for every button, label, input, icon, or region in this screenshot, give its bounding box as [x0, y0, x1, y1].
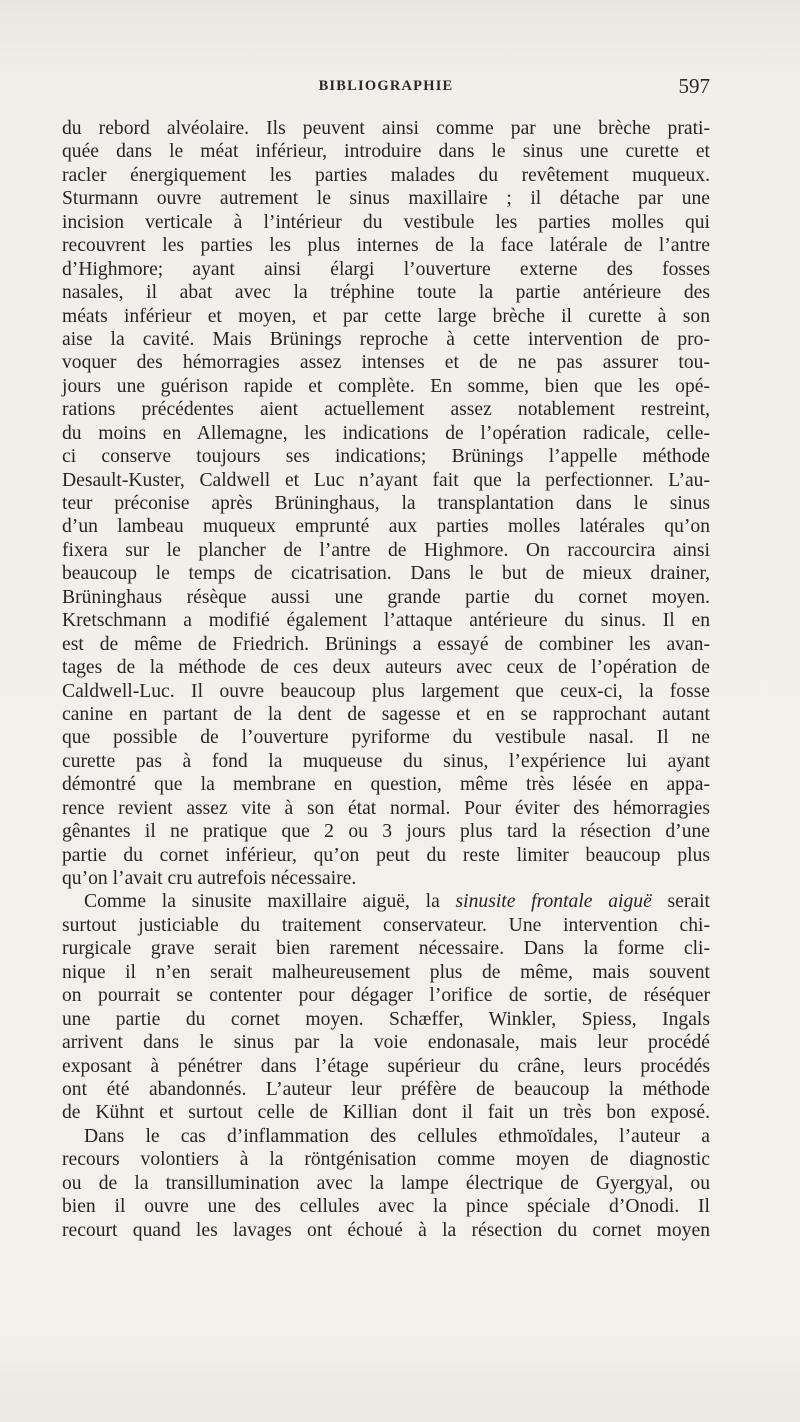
- text-line: teur préconise après Brüninghaus, la transplantation dans le sinus: [62, 493, 710, 514]
- paragraph-end-line: qu’on l’avait cru autrefois nécessaire.: [62, 868, 357, 889]
- text-line: arrivent dans le sinus par la voie endonasale, mais leur procédé: [62, 1032, 710, 1054]
- text-line: rations précédentes aient actuellement assez notablement restreint,: [62, 399, 710, 421]
- text-line: Desault-Kuster, Caldwell et Luc n’ayant fait que la perfectionner. L’au-: [62, 469, 710, 491]
- text-line: Kretschmann a modifié également l’attaque antérieure du sinus. Il en: [62, 610, 710, 632]
- text-line: voquer des hémorragies assez intenses et de ne pas assurer tou-: [62, 352, 710, 374]
- text-line: rurgicale grave serait bien rarement nécessaire. Dans la forme cli-: [62, 938, 710, 960]
- text-line: beaucoup le temps de cicatrisation. Dans le but de mieux drainer,: [62, 563, 710, 585]
- text-line: fixera sur le plancher de l’antre de Highmore. On raccourcira ainsi: [62, 539, 710, 561]
- italic-term: sinusite frontale aiguë: [455, 891, 652, 913]
- text-line: démontré que la membrane en question, même très lésée en appa-: [62, 774, 710, 796]
- text-line: incision verticale à l’intérieur du vestibule les parties molles qui: [62, 211, 710, 233]
- page-header: [62, 74, 710, 100]
- text-line: canine en partant de la dent de sagesse et en se rapprochant autant: [62, 703, 710, 725]
- text-run: serait: [651, 891, 710, 913]
- text-line: partie du cornet inférieur, qu’on peut du reste limiter beaucoup plus: [62, 844, 710, 866]
- text-line: ci conserve toujours ses indications; Brünings l’appelle méthode: [62, 446, 710, 468]
- text-line: jours une guérison rapide et complète. En somme, bien que les opé-: [62, 375, 710, 397]
- paragraph-start-line: [62, 890, 710, 913]
- text-line: du rebord alvéolaire. Ils peuvent ainsi comme par une brèche prati-: [62, 118, 710, 139]
- text-line: recouvrent les parties les plus internes de la face latérale de l’antre: [62, 235, 710, 257]
- text-line: que possible de l’ouverture pyriforme du vestibule nasal. Il ne: [62, 727, 710, 749]
- text-line: une partie du cornet moyen. Schæffer, Winkler, Spiess, Ingals: [62, 1008, 710, 1030]
- text-line: nasales, il abat avec la tréphine toute la partie antérieure des: [62, 282, 710, 304]
- page-number: 597: [678, 74, 710, 98]
- text-line: de Kühnt et surtout celle de Killian dont il fait un très bon exposé.: [62, 1102, 710, 1124]
- text-line: on pourrait se contenter pour dégager l’orifice de sortie, de réséquer: [62, 985, 710, 1007]
- text-line: nique il n’en serait malheureusement plus de même, mais souvent: [62, 961, 710, 983]
- body-text: [62, 117, 710, 1242]
- text-line: recours volontiers à la röntgénisation comme moyen de diagnostic: [62, 1149, 710, 1171]
- text-line: Brüninghaus résèque aussi une grande partie du cornet moyen.: [62, 586, 710, 608]
- text-line: surtout justiciable du traitement conservateur. Une intervention chi-: [62, 914, 710, 936]
- text-line: ou de la transillumination avec la lampe électrique de Gyergyal, ou: [62, 1172, 710, 1194]
- text-line: gênantes il ne pratique que 2 ou 3 jours plus tard la résection d’une: [62, 821, 710, 843]
- text-line: quée dans le méat inférieur, introduire dans le sinus une curette et: [62, 141, 710, 163]
- text-line: Caldwell-Luc. Il ouvre beaucoup plus largement que ceux-ci, la fosse: [62, 680, 710, 702]
- text-line: curette pas à fond la muqueuse du sinus, l’expérience lui ayant: [62, 750, 710, 772]
- text-line: tages de la méthode de ces deux auteurs avec ceux de l’opération de: [62, 657, 710, 679]
- text-line: d’un lambeau muqueux emprunté aux parties molles latérales qu’on: [62, 516, 710, 538]
- text-line: rence revient assez vite à son état normal. Pour éviter des hémorragies: [62, 797, 710, 819]
- text-line: méats inférieur et moyen, et par cette large brèche il curette à son: [62, 305, 710, 327]
- text-line: recourt quand les lavages ont échoué à la résection du cornet moyen: [62, 1219, 710, 1241]
- text-line: du moins en Allemagne, les indications de l’opération radicale, celle-: [62, 422, 710, 444]
- text-line: d’Highmore; ayant ainsi élargi l’ouverture externe des fosses: [62, 258, 710, 280]
- text-line: est de même de Friedrich. Brünings a essayé de combiner les avan-: [62, 633, 710, 655]
- text-line: aise la cavité. Mais Brünings reproche à cette intervention de pro-: [62, 328, 710, 350]
- text-line: ont été abandonnés. L’auteur leur préfère de beaucoup la méthode: [62, 1078, 710, 1100]
- text-line: bien il ouvre une des cellules avec la pince spéciale d’Onodi. Il: [62, 1196, 710, 1218]
- text-run: Comme la sinusite maxillaire aiguë, la: [84, 891, 456, 913]
- text-line: racler énergiquement les parties malades du revêtement muqueux.: [62, 164, 710, 186]
- running-head: BIBLIOGRAPHIE: [318, 78, 454, 94]
- paragraph-start-line: Dans le cas d’inflammation des cellules ethmoïdales, l’auteur a: [84, 1125, 710, 1147]
- text-line: Sturmann ouvre autrement le sinus maxillaire ; il détache par une: [62, 188, 710, 210]
- text-line: exposant à pénétrer dans l’étage supérieur du crâne, leurs procédés: [62, 1055, 710, 1077]
